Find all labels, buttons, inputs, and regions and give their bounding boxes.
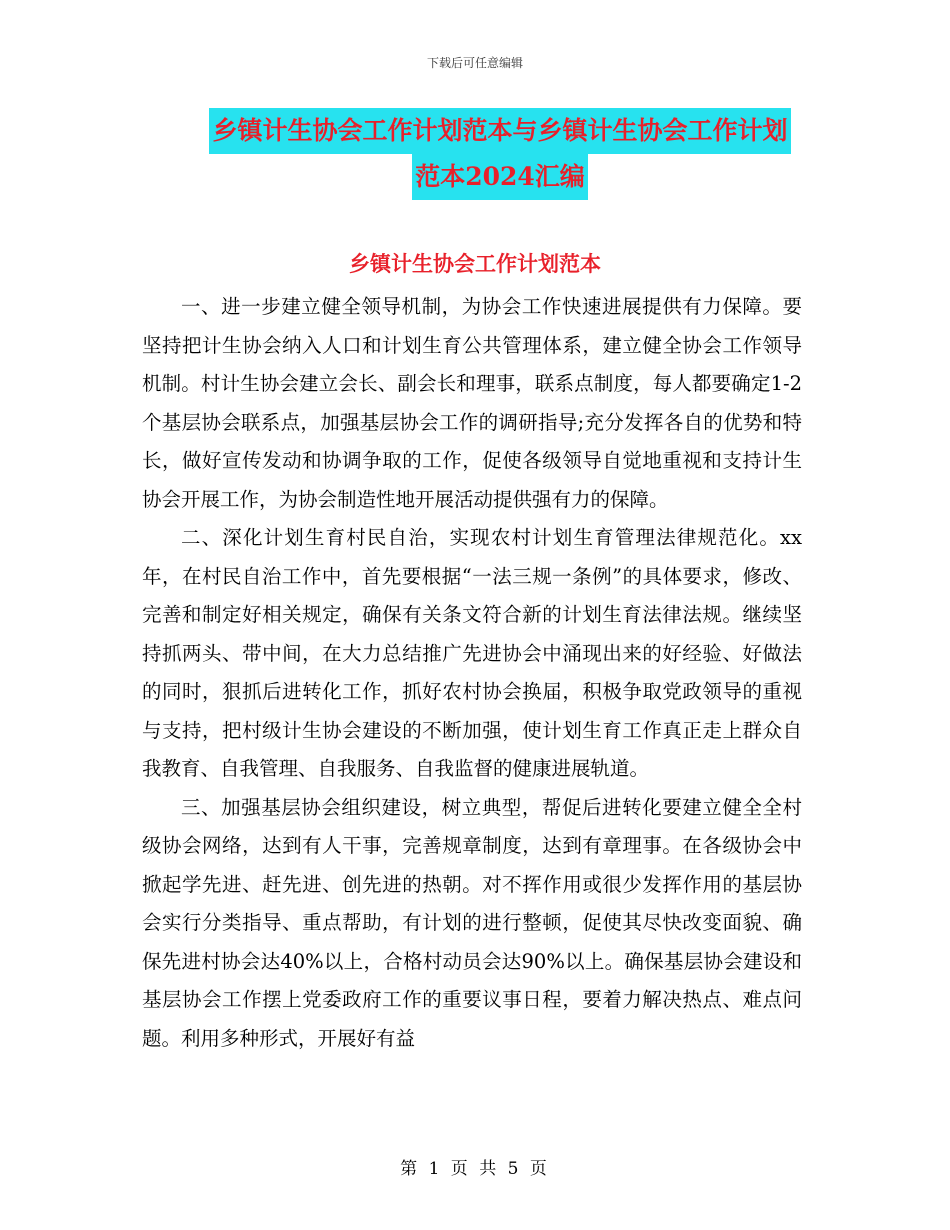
section-title: 乡镇计生协会工作计划范本 — [349, 251, 601, 276]
document-body — [142, 288, 802, 1058]
header-note: 下载后可任意编辑 — [426, 56, 523, 70]
document-title-line-2: 范本2024汇编 — [412, 154, 588, 200]
page-indicator: 第 1 页 共 5 页 — [400, 1159, 550, 1179]
paragraph-1: 一、进一步建立健全领导机制，为协会工作快速进展提供有力保障。要坚持把计生协会纳入人口和计划生育公共管理体系，建立健全协会工作领导机制。村计生协会建立会长、副会长和理事，联系点制度，每人都要确定1-2个基层协会联系点，加强基层协会工作的调研指导;充分发挥各自的优势和特长，做好宣传发动和协调争取的工作，促使各级领导自觉地重视和支持计生协会开展工作，为协会制造性地开展活动提供强有力的保障。 — [142, 295, 802, 511]
paragraph-2: 二、深化计划生育村民自治，实现农村计划生育管理法律规范化。xx年，在村民自治工作中，首先要根据“一法三规一条例”的具体要求，修改、完善和制定好相关规定，确保有关条文符合新的计划生育法律法规。继续坚持抓两头、带中间，在大力总结推广先进协会中涌现出来的好经验、好做法的同时，狠抓后进转化工作，抓好农村协会换届，积极争取党政领导的重视与支持，把村级计生协会建设的不断加强，使计划生育工作真正走上群众自我教育、自我管理、自我服务、自我监督的健康进展轨道。 — [142, 526, 802, 780]
document-title — [190, 108, 810, 200]
document-title-line-1: 乡镇计生协会工作计划范本与乡镇计生协会工作计划 — [209, 108, 790, 154]
paragraph-3: 三、加强基层协会组织建设，树立典型，帮促后进转化要建立健全全村级协会网络，达到有人干事，完善规章制度，达到有章理事。在各级协会中掀起学先进、赶先进、创先进的热朝。对不挥作用或很少发挥作用的基层协会实行分类指导、重点帮助，有计划的进行整顿，促使其尽快改变面貌、确保先进村协会达40%以上，合格村动员会达90%以上。确保基层协会建设和基层协会工作摆上党委政府工作的重要议事日程，要着力解决热点、难点问题。利用多种形式，开展好有益 — [142, 795, 802, 1050]
